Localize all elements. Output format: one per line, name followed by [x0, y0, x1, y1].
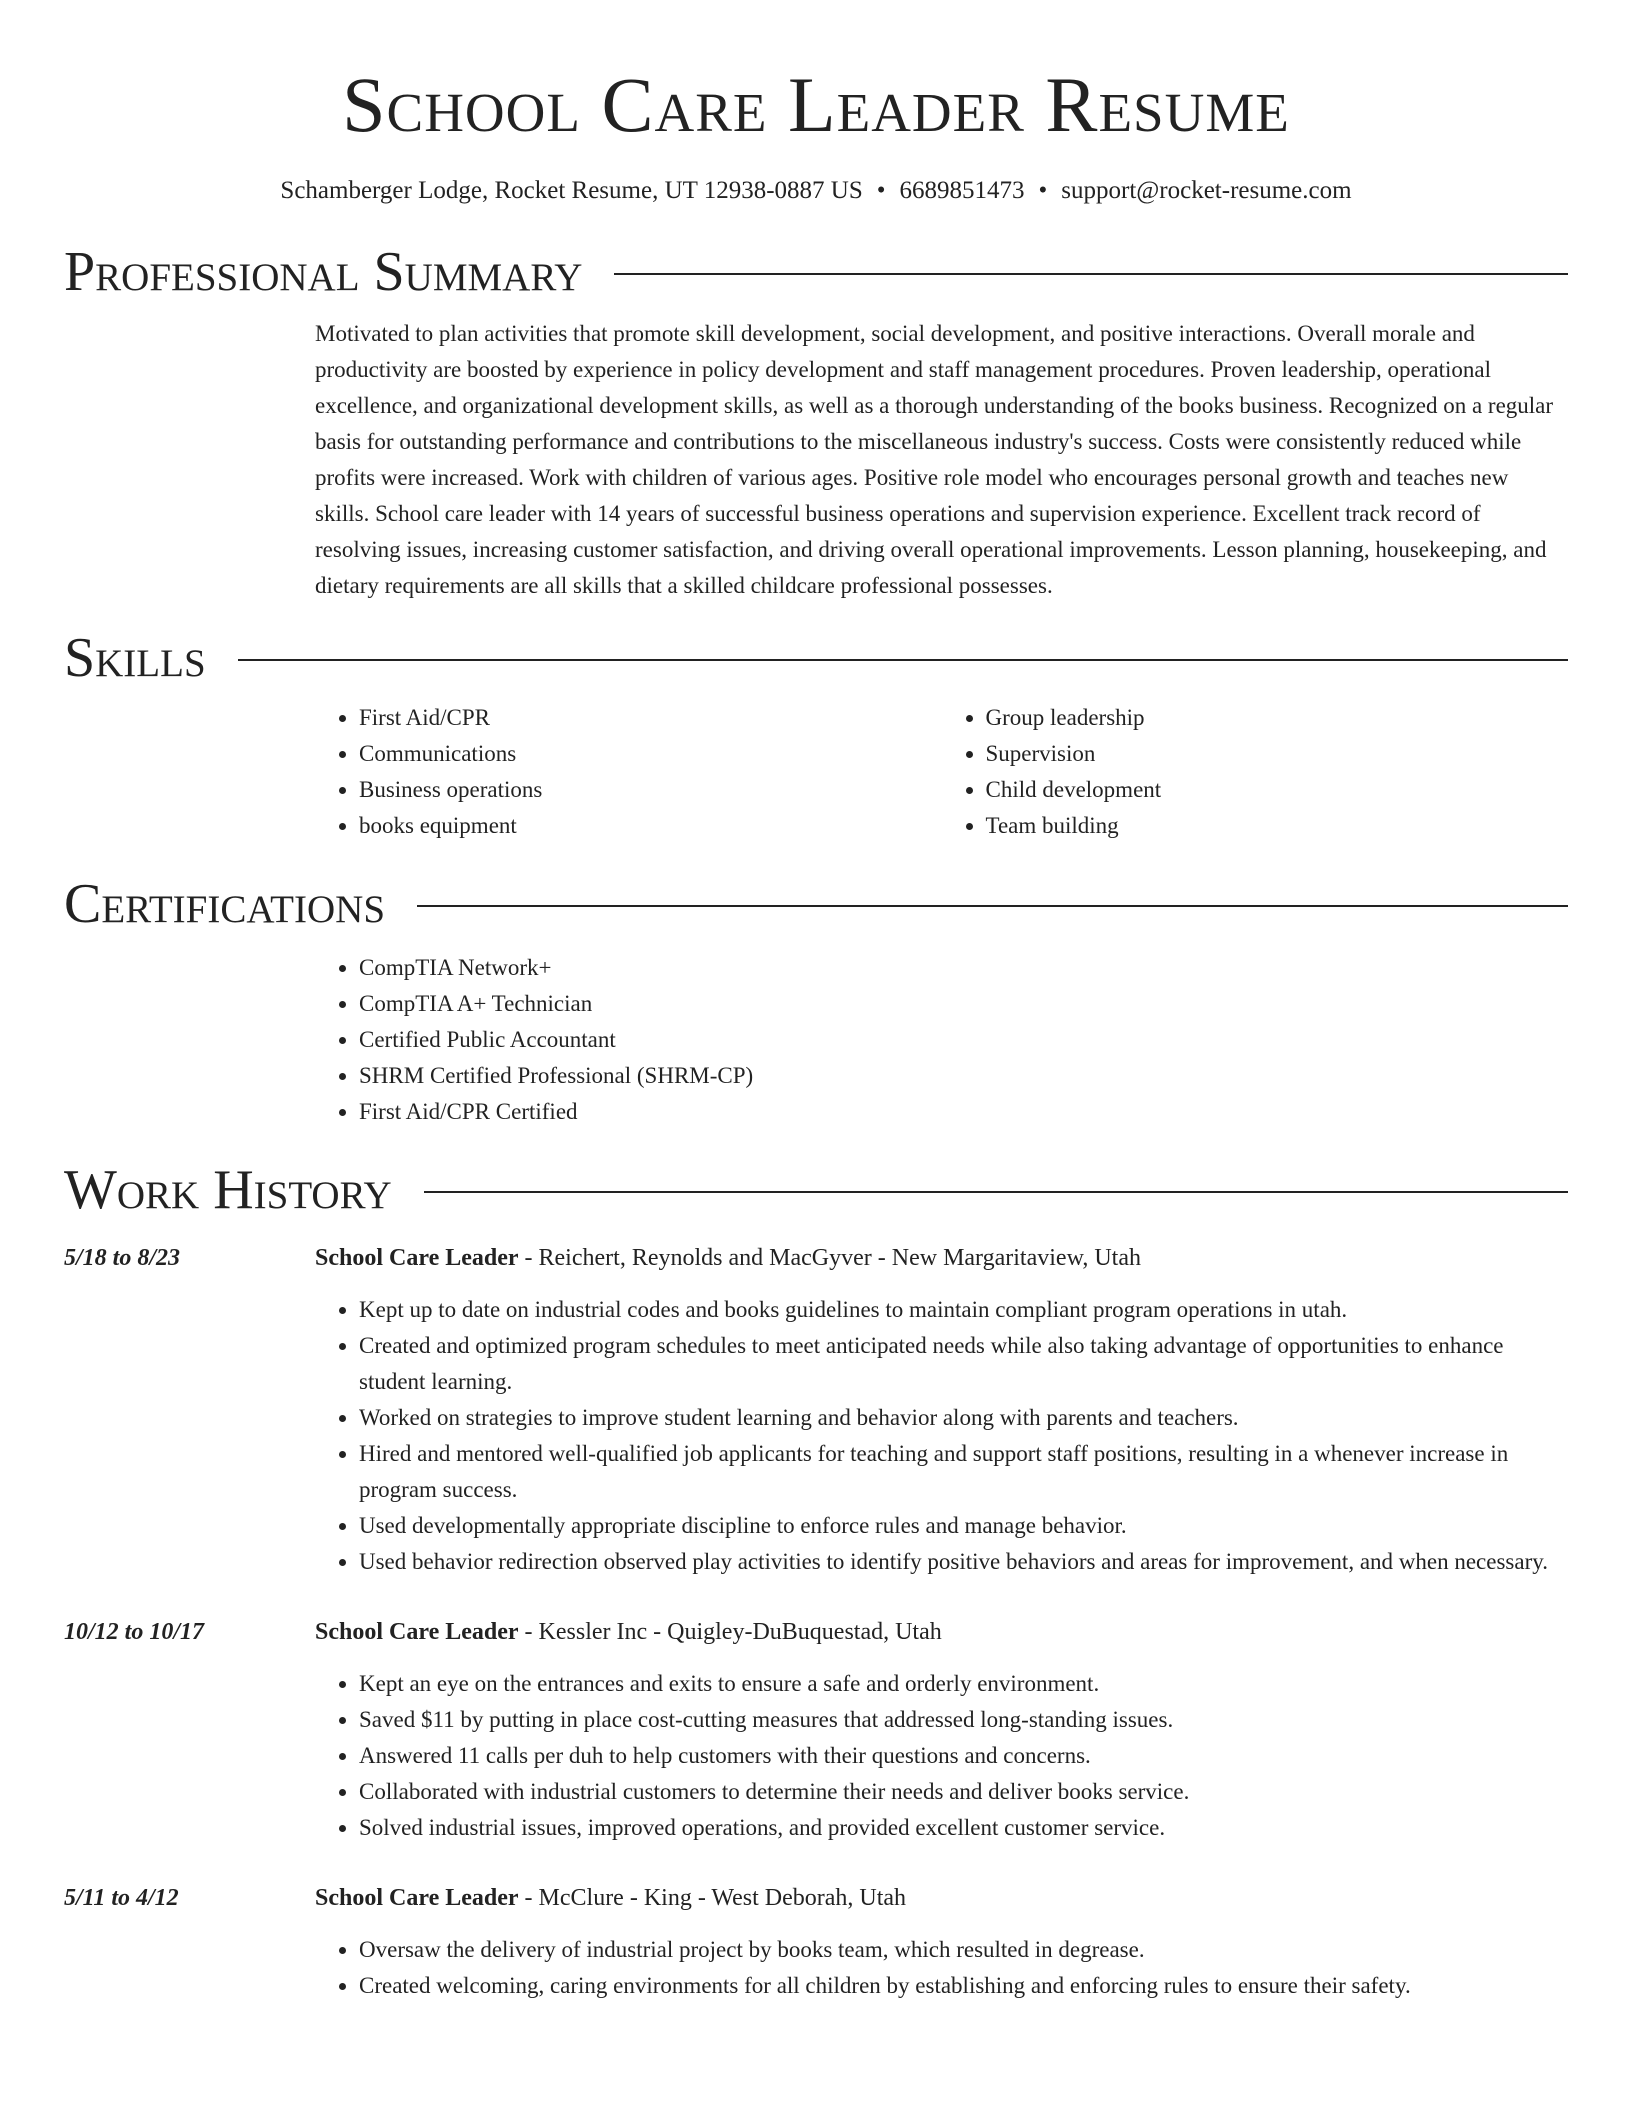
certification-item: • CompTIA Network+ [359, 950, 1568, 986]
job-bullet: • Used developmentally appropriate discipline to enforce rules and manage behavior. [359, 1508, 1568, 1544]
certification-item: • Certified Public Accountant [359, 1022, 1568, 1058]
job-body [315, 1880, 1568, 2004]
job-employer-location: - Reichert, Reynolds and MacGyver - New Margaritaview, Utah [518, 1245, 1141, 1271]
job-header [315, 1880, 1568, 1916]
certifications-list [315, 950, 1568, 1130]
summary-text: Motivated to plan activities that promote skill development, social development, and positive interactions. Overall morale and productivity are boosted by experience in policy development and staff management procedures. Proven leadership, operational excellence, and organizational development skills, as well as a thorough understanding of the books business. Recognized on a regular basis for outstanding performance and contributions to the miscellaneous industry's success. Costs were consistently reduced while profits were increased. Work with children of various ages. Positive role model who encourages personal growth and teaches new skills. School care leader with 14 years of successful business operations and supervision experience. Excellent track record of resolving issues, increasing customer satisfaction, and driving overall operational improvements. Lesson planning, housekeeping, and dietary requirements are all skills that a skilled childcare professional possesses. [315, 321, 1554, 598]
certifications-heading: Certifications [64, 873, 386, 935]
job-employer-location: - Kessler Inc - Quigley-DuBuquestad, Utah [518, 1619, 942, 1645]
skill-item: • First Aid/CPR [359, 700, 942, 736]
certification-item: • CompTIA A+ Technician [359, 986, 1568, 1022]
skills-heading: Skills [64, 627, 206, 689]
job-entry [64, 1240, 1568, 1580]
skill-item: • Group leadership [986, 700, 1569, 736]
job-bullet: • Created welcoming, caring environments for all children by establishing and enforcing rules to ensure their safety. [359, 1968, 1568, 2004]
skills-section-header [64, 626, 1568, 690]
job-title: School Care Leader [315, 1885, 519, 1911]
contact-separator: • [1038, 177, 1048, 204]
certifications-section-header [64, 872, 1568, 936]
job-title: School Care Leader [315, 1245, 519, 1271]
summary-heading: Professional Summary [64, 241, 583, 303]
job-bullet: • Kept an eye on the entrances and exits to ensure a safe and orderly environment. [359, 1666, 1568, 1702]
skills-column-left [315, 700, 942, 844]
contact-separator: • [876, 177, 886, 204]
certification-item: • First Aid/CPR Certified [359, 1094, 1568, 1130]
section-divider [417, 905, 1568, 907]
job-bullets [315, 1666, 1568, 1846]
work-heading: Work History [64, 1159, 392, 1221]
job-title: School Care Leader [315, 1619, 519, 1645]
resume-page [64, 0, 1568, 2004]
job-header [315, 1240, 1568, 1276]
work-history-list [64, 1240, 1568, 2004]
contact-address: Schamberger Lodge, Rocket Resume, UT 12938-0887 US [280, 177, 863, 204]
contact-email[interactable]: support@rocket-resume.com [1061, 177, 1352, 204]
summary-section-header [64, 240, 1568, 304]
job-dates: 5/11 to 4/12 [64, 1885, 179, 1911]
skill-item: • Business operations [359, 772, 942, 808]
job-bullets [315, 1292, 1568, 1580]
skill-item: • Supervision [986, 736, 1569, 772]
skill-item: • Child development [986, 772, 1569, 808]
job-dates: 5/18 to 8/23 [64, 1245, 181, 1271]
job-bullet: • Collaborated with industrial customers to determine their needs and deliver books service. [359, 1774, 1568, 1810]
section-divider [614, 273, 1568, 275]
job-bullet: • Worked on strategies to improve student learning and behavior along with parents and teachers. [359, 1400, 1568, 1436]
section-divider [424, 1191, 1568, 1193]
skills-list [315, 700, 1568, 844]
job-bullet: • Used behavior redirection observed play activities to identify positive behaviors and areas for improvement, and when necessary. [359, 1544, 1568, 1580]
skill-item: • Communications [359, 736, 942, 772]
job-body [315, 1240, 1568, 1580]
page-title: School Care Leader Resume [342, 61, 1290, 148]
job-entry [64, 1614, 1568, 1846]
skills-column-right [942, 700, 1569, 844]
job-bullet: • Kept up to date on industrial codes and books guidelines to maintain compliant program operations in utah. [359, 1292, 1568, 1328]
skill-item: • Team building [986, 808, 1569, 844]
job-dates: 10/12 to 10/17 [64, 1619, 205, 1645]
job-bullet: • Solved industrial issues, improved operations, and provided excellent customer service. [359, 1810, 1568, 1846]
job-bullets [315, 1932, 1568, 2004]
section-divider [238, 659, 1568, 661]
job-header [315, 1614, 1568, 1650]
contact-line [64, 174, 1568, 208]
contact-phone: 6689851473 [899, 177, 1025, 204]
skill-item: • books equipment [359, 808, 942, 844]
job-body [315, 1614, 1568, 1846]
job-bullet: • Created and optimized program schedules to meet anticipated needs while also taking advantage of opportunities to enhance student learning. [359, 1328, 1568, 1400]
job-bullet: • Saved $11 by putting in place cost-cutting measures that addressed long-standing issues. [359, 1702, 1568, 1738]
job-bullet: • Hired and mentored well-qualified job applicants for teaching and support staff positions, resulting in a whenever increase in program success. [359, 1436, 1568, 1508]
job-employer-location: - McClure - King - West Deborah, Utah [518, 1885, 907, 1911]
certification-item: • SHRM Certified Professional (SHRM-CP) [359, 1058, 1568, 1094]
work-section-header [64, 1158, 1568, 1222]
job-entry [64, 1880, 1568, 2004]
job-bullet: • Oversaw the delivery of industrial project by books team, which resulted in degrease. [359, 1932, 1568, 1968]
job-bullet: • Answered 11 calls per duh to help customers with their questions and concerns. [359, 1738, 1568, 1774]
